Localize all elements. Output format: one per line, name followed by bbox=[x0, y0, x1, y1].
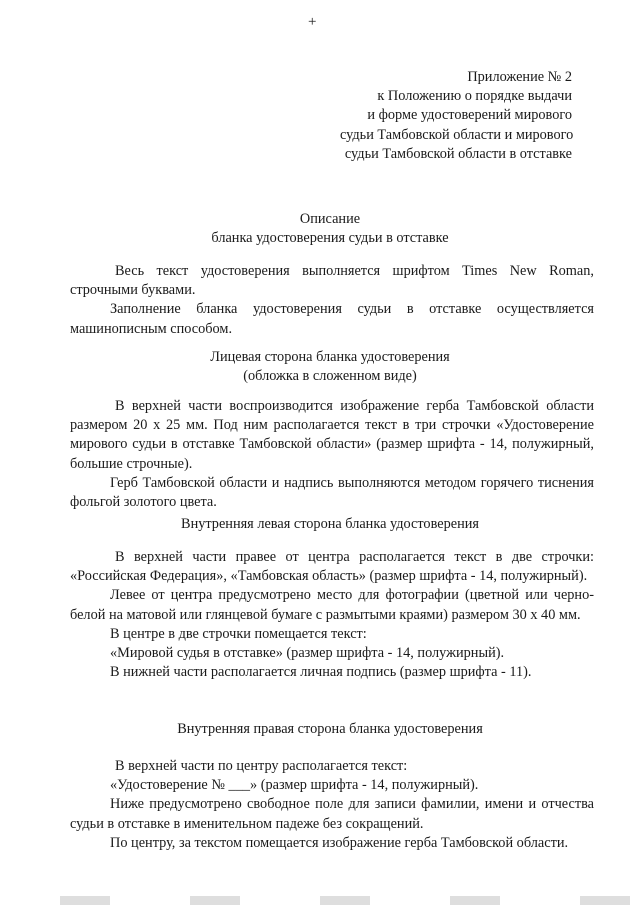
section-heading-inner-left bbox=[100, 515, 560, 534]
paragraph: В центре в две строчки помещается текст: bbox=[110, 625, 367, 642]
paragraph: Заполнение бланка удостоверения судьи в отставке осуществляется машинописным способом. bbox=[70, 301, 594, 337]
section-heading-front bbox=[100, 348, 560, 386]
intro-section bbox=[70, 262, 594, 339]
cut-off-text-edge bbox=[0, 896, 640, 905]
section-heading-inner-right bbox=[100, 720, 560, 739]
title-line: бланка удостоверения судьи в отставке bbox=[211, 230, 449, 247]
paragraph: В верхней части по центру располагается текст: bbox=[115, 758, 408, 774]
heading-line: Лицевая сторона бланка удостоверения bbox=[210, 349, 450, 365]
paragraph: В верхней части воспроизводится изображение герба Тамбовской области размером 20 x 25 мм. Под ним располагается текст в три строчки «Удостоверение мирового судьи в отставке Тамбовской области» (размер шрифта - 14, полужирный, большие строчные). bbox=[70, 398, 594, 472]
paragraph: В нижней части располагается личная подпись (размер шрифта - 11). bbox=[110, 664, 532, 681]
paragraph: «Мировой судья в отставке» (размер шрифта - 14, полужирный). bbox=[110, 645, 505, 662]
heading-line: Внутренняя левая сторона бланка удостоверения bbox=[181, 516, 479, 532]
appendix-line: судьи Тамбовской области в отставке bbox=[344, 145, 572, 162]
appendix-line: судьи Тамбовской области и мирового bbox=[340, 126, 574, 143]
front-section bbox=[70, 397, 594, 512]
inner-right-section bbox=[70, 757, 594, 853]
paragraph: Левее от центра предусмотрено место для фотографии (цветной или черно-белой на матовой или глянцевой бумаге с размытыми краями) размером 30 x 40 мм. bbox=[70, 587, 594, 623]
appendix-line: и форме удостоверений мирового bbox=[367, 107, 572, 124]
inner-left-section bbox=[70, 548, 594, 682]
appendix-header bbox=[340, 68, 572, 164]
paragraph: Ниже предусмотрено свободное поле для записи фамилии, имени и отчества судьи в отставке в именительном падеже без сокращений. bbox=[70, 796, 594, 832]
title-line: Описание bbox=[299, 211, 361, 227]
paragraph: Весь текст удостоверения выполняется шрифтом Times New Roman, строчными буквами. bbox=[70, 263, 594, 299]
heading-line: Внутренняя правая сторона бланка удостоверения bbox=[177, 721, 483, 737]
document-title bbox=[100, 210, 560, 248]
paragraph: По центру, за текстом помещается изображение герба Тамбовской области. bbox=[110, 834, 569, 851]
handwritten-mark: + bbox=[308, 14, 317, 30]
paragraph: «Удостоверение № ___» (размер шрифта - 14, полужирный). bbox=[110, 777, 479, 794]
paragraph: Герб Тамбовской области и надпись выполняются методом горячего тиснения фольгой золотого цвета. bbox=[70, 474, 594, 511]
appendix-line: Приложение № 2 bbox=[467, 69, 572, 85]
appendix-line: к Положению о порядке выдачи bbox=[377, 88, 572, 105]
paragraph: В верхней части правее от центра располагается текст в две строчки: «Российская Федерация», «Тамбовская область» (размер шрифта - 14, полужирный). bbox=[70, 549, 594, 585]
heading-line: (обложка в сложенном виде) bbox=[243, 368, 417, 385]
